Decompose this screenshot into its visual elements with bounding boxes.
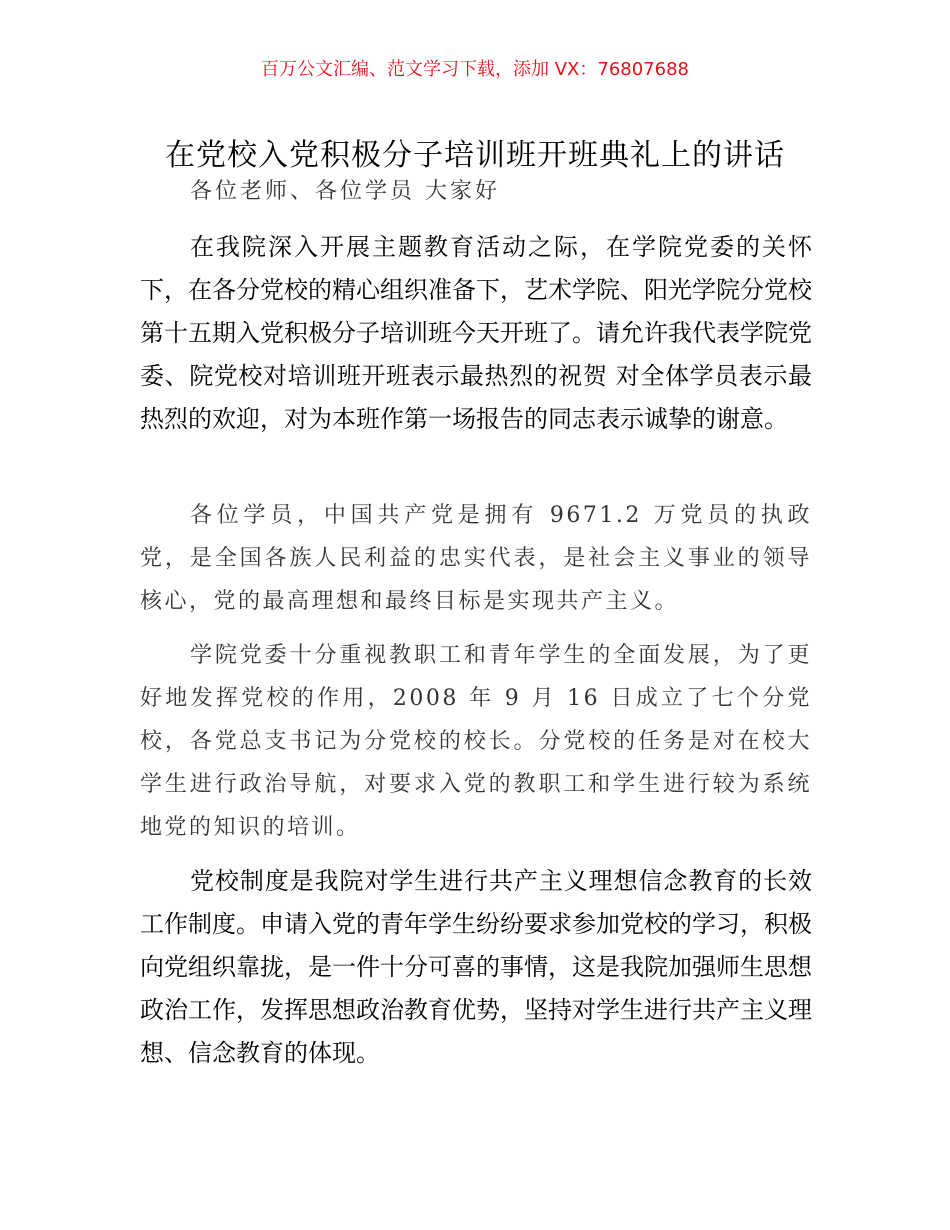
paragraph-1: 在我院深入开展主题教育活动之际，在学院党委的关怀下，在各分党校的精心组织准备下，艺术学院、阳光学院分党校第十五期入党积极分子培训班今天开班了。请允许我代表学院党委、院党校对培训班开班表示最热烈的祝贺 对全体学员表示最热烈的欢迎，对为本班作第一场报告的同志表示诚挚的谢意。 [140, 233, 812, 433]
paragraph-4: 党校制度是我院对学生进行共产主义理想信念教育的长效工作制度。申请入党的青年学生纷纷要求参加党校的学习，积极向党组织靠拢，是一件十分可喜的事情，这是我院加强师生思想政治工作，发挥思想政治教育优势，坚持对学生进行共产主义理想、信念教育的体现。 [140, 867, 812, 1067]
page-title: 在党校入党积极分子培训班开班典礼上的讲话 [165, 138, 785, 174]
paragraph-2: 各位学员，中国共产党是拥有 9671.2 万党员的执政党，是全国各族人民利益的忠实代表，是社会主义事业的领导核心，党的最高理想和最终目标是实现共产主义。 [140, 503, 812, 614]
paragraph-3: 学院党委十分重视教职工和青年学生的全面发展，为了更好地发挥党校的作用，2008 年 9 月 16 日成立了七个分党校，各党总支书记为分党校的校长。分党校的任务是对在校大学生进行政治导航，对要求入党的教职工和学生进行较为系统地党的知识的培训。 [140, 643, 812, 840]
salutation: 各位老师、各位学员 大家好 [190, 179, 500, 204]
promo-banner: 百万公文汇编、范文学习下载，添加 VX：76807688 [261, 59, 689, 80]
